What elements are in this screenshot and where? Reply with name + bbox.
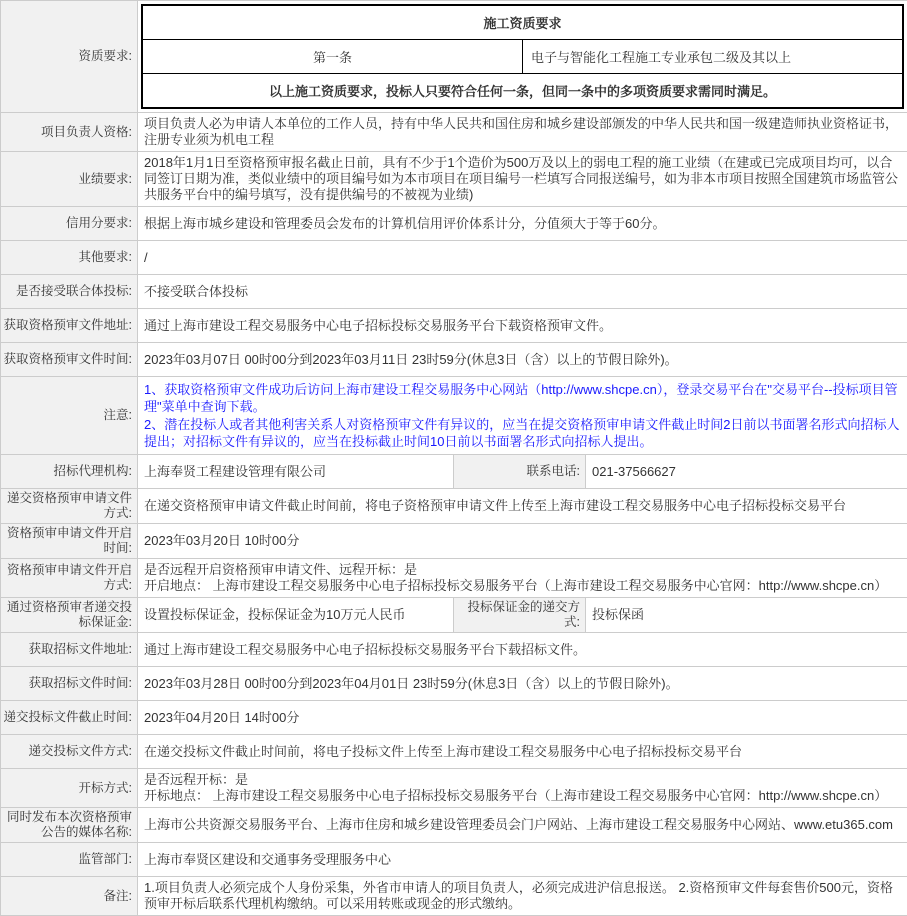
row-value: 2018年1月1日至资格预审报名截止日前，具有不少于1个造价为500万及以上的弱电工程的施工业绩（在建或已完成项目均可，以合同签订日期为准，类似业绩中的项目编号如为本市项目在项目编号一栏填写合同报送编号，如为非本市项目按照全国建筑市场监管公共服务平台中的编号填写，没有提供编号的不被视为业绩) <box>138 152 907 207</box>
row-label: 资格预审申请文件开启方式: <box>1 559 138 598</box>
row-media <box>1 808 907 843</box>
row-value: / <box>138 241 907 275</box>
row-tender-agency <box>1 455 907 489</box>
row-bid-deposit <box>1 598 907 633</box>
row-bid-deadline <box>1 701 907 735</box>
row-label: 信用分要求: <box>1 207 138 241</box>
row-value: 上海市奉贤区建设和交通事务受理服务中心 <box>138 843 907 877</box>
row-label: 资格预审申请文件开启时间: <box>1 524 138 559</box>
row-value: 2023年03月20日 10时00分 <box>138 524 907 559</box>
row-notice <box>1 377 907 455</box>
row-prequal-submit-method <box>1 489 907 524</box>
bid-opening-line-1: 是否远程开标：是 <box>144 772 901 788</box>
row-value: 通过上海市建设工程交易服务中心电子招标投标交易服务平台下载招标文件。 <box>138 633 907 667</box>
contact-phone-value: 021-37566627 <box>586 455 907 489</box>
row-label: 递交投标文件方式: <box>1 735 138 769</box>
notice-line-2: 2、潜在投标人或者其他利害关系人对资格预审文件有异议的，应当在提交资格预审申请文件截止时间2日前以书面署名形式向招标人提出；对招标文件有异议的，应当在投标截止时间10日前以书面署名形式向招标人提出。 <box>144 416 901 450</box>
row-label: 项目负责人资格: <box>1 113 138 152</box>
deposit-method-value: 投标保函 <box>586 598 907 633</box>
row-value: 2023年03月28日 00时00分到2023年04月01日 23时59分(休息3日（含）以上的节假日除外)。 <box>138 667 907 701</box>
row-label: 注意: <box>1 377 138 455</box>
row-label: 监管部门: <box>1 843 138 877</box>
row-label: 获取资格预审文件地址: <box>1 309 138 343</box>
row-value <box>138 559 907 598</box>
row-consortium <box>1 275 907 309</box>
row-value: 在递交投标文件截止时间前，将电子投标文件上传至上海市建设工程交易服务中心电子招标投标交易平台 <box>138 735 907 769</box>
row-value: 根据上海市城乡建设和管理委员会发布的计算机信用评价体系计分，分值须大于等于60分。 <box>138 207 907 241</box>
inner-table-footnote: 以上施工资质要求，投标人只要符合任何一条，但同一条中的多项资质要求需同时满足。 <box>142 74 903 109</box>
row-label: 获取招标文件地址: <box>1 633 138 667</box>
row-tender-doc-address <box>1 633 907 667</box>
construction-qualification-table <box>141 4 904 109</box>
row-prequal-open-method <box>1 559 907 598</box>
deposit-value: 设置投标保证金，投标保证金为10万元人民币 <box>138 598 454 633</box>
row-credit-score <box>1 207 907 241</box>
notice-line-1: 1、获取资格预审文件成功后访问上海市建设工程交易服务中心网站（http://www.shcpe.cn），登录交易平台在"交易平台--投标项目管理"菜单中查询下载。 <box>144 381 901 415</box>
agency-name: 上海奉贤工程建设管理有限公司 <box>138 455 454 489</box>
row-bid-submit-method <box>1 735 907 769</box>
contact-phone-label: 联系电话: <box>454 455 586 489</box>
row-value: 不接受联合体投标 <box>138 275 907 309</box>
row-value <box>138 769 907 808</box>
row-other-requirements <box>1 241 907 275</box>
inner-footer-row <box>142 74 903 109</box>
inner-table-title: 施工资质要求 <box>142 5 903 40</box>
row-qualification <box>1 1 907 113</box>
row-value: 2023年04月20日 14时00分 <box>138 701 907 735</box>
row-value: 1.项目负责人必须完成个人身份采集，外省市申请人的项目负责人，必须完成进沪信息报送。 2.资格预审文件每套售价500元，资格预审开标后联系代理机构缴纳。可以采用转账或现金的形式缴纳。 <box>138 877 907 916</box>
notice-text <box>138 377 907 455</box>
row-label: 获取资格预审文件时间: <box>1 343 138 377</box>
row-label: 同时发布本次资格预审公告的媒体名称: <box>1 808 138 843</box>
row-value: 项目负责人必为申请人本单位的工作人员，持有中华人民共和国住房和城乡建设部颁发的中华人民共和国一级建造师执业资格证书，注册专业须为机电工程 <box>138 113 907 152</box>
qualification-item-text: 电子与智能化工程施工专业承包二级及其以上 <box>523 40 904 74</box>
row-label: 递交资格预审申请文件方式: <box>1 489 138 524</box>
row-label: 备注: <box>1 877 138 916</box>
row-label: 其他要求: <box>1 241 138 275</box>
row-prequal-doc-time <box>1 343 907 377</box>
row-value: 在递交资格预审申请文件截止时间前，将电子资格预审申请文件上传至上海市建设工程交易服务中心电子招标投标交易平台 <box>138 489 907 524</box>
row-label: 招标代理机构: <box>1 455 138 489</box>
row-value: 2023年03月07日 00时00分到2023年03月11日 23时59分(休息3日（含）以上的节假日除外)。 <box>138 343 907 377</box>
row-value: 通过上海市建设工程交易服务中心电子招标投标交易服务平台下载资格预审文件。 <box>138 309 907 343</box>
row-label: 业绩要求: <box>1 152 138 207</box>
row-label: 是否接受联合体投标: <box>1 275 138 309</box>
row-bid-opening <box>1 769 907 808</box>
row-tender-doc-time <box>1 667 907 701</box>
row-label: 通过资格预审者递交投标保证金: <box>1 598 138 633</box>
row-label: 获取招标文件时间: <box>1 667 138 701</box>
row-performance <box>1 152 907 207</box>
row-regulator <box>1 843 907 877</box>
inner-header-row <box>142 5 903 40</box>
deposit-method-label: 投标保证金的递交方式: <box>454 598 586 633</box>
row-prequal-open-time <box>1 524 907 559</box>
qualification-item-number: 第一条 <box>142 40 523 74</box>
row-prequal-doc-address <box>1 309 907 343</box>
inner-item-row <box>142 40 903 74</box>
row-remarks <box>1 877 907 916</box>
row-project-manager <box>1 113 907 152</box>
row-label: 资质要求: <box>1 1 138 113</box>
row-label: 递交投标文件截止时间: <box>1 701 138 735</box>
qualification-cell <box>138 1 907 113</box>
bid-opening-line-2: 开标地点： 上海市建设工程交易服务中心电子招标投标交易服务平台（上海市建设工程交易服务中心官网：http://www.shcpe.cn） <box>144 788 901 804</box>
open-method-line-2: 开启地点： 上海市建设工程交易服务中心电子招标投标交易服务平台（上海市建设工程交易服务中心官网：http://www.shcpe.cn） <box>144 578 901 594</box>
row-value: 上海市公共资源交易服务平台、上海市住房和城乡建设管理委员会门户网站、上海市建设工程交易服务中心网站、www.etu365.com <box>138 808 907 843</box>
row-label: 开标方式: <box>1 769 138 808</box>
open-method-line-1: 是否远程开启资格预审申请文件、远程开标：是 <box>144 562 901 578</box>
